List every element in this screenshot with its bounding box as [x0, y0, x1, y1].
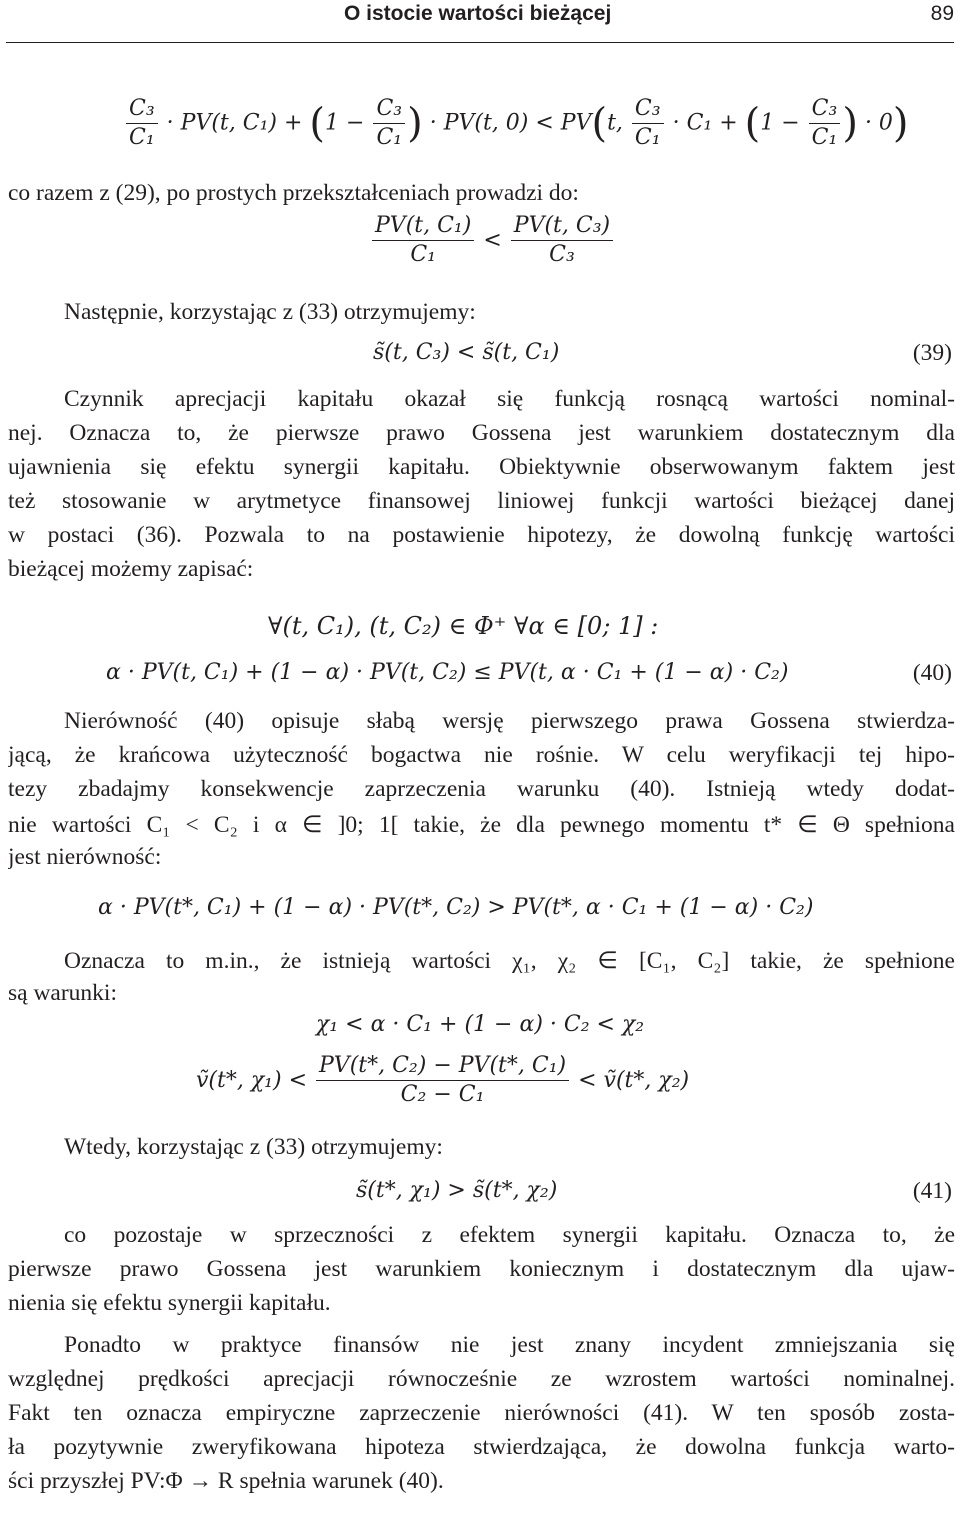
equation-negation: α · PV(t*, C₁) + (1 − α) · PV(t*, C₂) > PV(t*, α · C₁ + (1 − α) · C₂): [98, 895, 814, 920]
text-line: co razem z (29), po prostych przekształceniach prowadzi do:: [8, 180, 579, 206]
paragraph-line: względnej prędkości aprecjacji równocześnie ze wzrostem wartości nominalnej.: [8, 1366, 955, 1392]
equation-number: (41): [912, 1178, 952, 1204]
equation-40: α · PV(t, C₁) + (1 − α) · PV(t, C₂) ≤ PV(t, α · C₁ + (1 − α) · C₂): [106, 660, 789, 685]
paragraph-line: jącą, że krańcowa użyteczność bogactwa nie rośnie. W celu weryfikacji tej hipo-: [8, 742, 955, 768]
header-rule: [6, 42, 954, 43]
paragraph-line: ujawnienia się efektu synergii kapitału. Obiektywnie obserwowanym faktem jest: [8, 454, 955, 480]
paragraph-line: Czynnik aprecjacji kapitału okazał się funkcją rosnącą wartości nominal-: [64, 386, 955, 412]
paragraph-line: Fakt ten oznacza empiryczne zaprzeczenie nierówności (41). W ten sposób zosta-: [8, 1400, 955, 1426]
paragraph-line: nienia się efektu synergii kapitału.: [8, 1290, 331, 1316]
fraction: $\frac{\text{C₃}}{\text{C₁}}$: [373, 95, 405, 152]
paragraph-line: co pozostaje w sprzeczności z efektem synergii kapitału. Oznacza to, że: [64, 1222, 955, 1248]
text-line: Następnie, korzystając z (33) otrzymujemy:: [64, 299, 476, 325]
paragraph: [8, 946, 955, 1014]
paragraph-line: Ponadto w praktyce finansów nie jest znany incydent zmniejszania się: [64, 1332, 955, 1358]
fraction: $\frac{\text{PV(t*, C₂) − PV(t*, C₁)}}{\text{C₂ − C₁}}$: [316, 1052, 569, 1109]
text-line: Wtedy, korzystając z (33) otrzymujemy:: [64, 1134, 443, 1160]
paragraph-line: są warunki:: [8, 980, 117, 1006]
equation-number: (39): [912, 340, 952, 366]
fraction: $\frac{\text{C₃}}{\text{C₁}}$: [632, 95, 664, 152]
equation-fraction: $\frac{\text{PV(t, C₁)}}{\text{C₁}}$ < $\frac{\text{PV(t, C₃)}}{\text{C₃}}$: [370, 212, 615, 269]
paragraph-line: jest nierówność:: [8, 844, 162, 870]
paragraph: [8, 1332, 955, 1502]
paragraph-line: bieżącej możemy zapisać:: [8, 556, 254, 582]
paragraph-line: nie wartości C₁ < C₂ i α ∈ ]0; 1[ takie, że dla pewnego momentu t* ∈ Θ spełniona: [8, 812, 955, 838]
equation-top: $\frac{\text{C₃}}{\text{C₁}}$ · PV(t, C₁) + (1 − $\frac{\text{C₃}}{\text{C₁}}$ ) · PV(t, 0) < PV(t, $\frac{\text{C₃}}{\text{C₁}}$ · C₁ + (1 − $\frac{\text{C₃}}{\text{C₁}}$ ) · 0): [124, 95, 909, 152]
paragraph-line: ści przyszłej PV:Φ → R spełnia warunek (40).: [8, 1468, 444, 1494]
fraction: $\frac{\text{PV(t, C₃)}}{\text{C₃}}$: [511, 212, 613, 269]
paragraph-line: tezy zbadajmy konsekwencje zaprzeczenia warunku (40). Istnieją wtedy dodat-: [8, 776, 955, 802]
equation-number: (40): [912, 660, 952, 686]
paragraph-line: nej. Oznacza to, że pierwsze prawo Gossena jest warunkiem dostatecznym dla: [8, 420, 955, 446]
paragraph-line: Nierówność (40) opisuje słabą wersję pierwszego prawa Gossena stwierdza-: [64, 708, 955, 734]
running-header: [0, 0, 960, 44]
chapter-title: O istocie wartości bieżącej: [344, 2, 612, 25]
paragraph-line: pierwsze prawo Gossena jest warunkiem koniecznym i dostatecznym dla ujaw-: [8, 1256, 955, 1282]
paragraph-line: Oznacza to m.in., że istnieją wartości χ₁, χ₂ ∈ [C₁, C₂] takie, że spełnione: [64, 948, 955, 974]
paragraph-line: w postaci (36). Pozwala to na postawienie hipotezy, że dowolną funkcję wartości: [8, 522, 955, 548]
fraction: $\frac{\text{C₃}}{\text{C₁}}$: [809, 95, 841, 152]
fraction: $\frac{\text{C₃}}{\text{C₁}}$: [126, 95, 158, 152]
equation-chi: χ₁ < α · C₁ + (1 − α) · C₂ < χ₂: [316, 1012, 645, 1037]
equation-41: s̃(t*, χ₁) > s̃(t*, χ₂): [356, 1178, 558, 1203]
equation-forall: ∀(t, C₁), (t, C₂) ∈ Φ⁺ ∀α ∈ [0; 1] :: [268, 612, 659, 640]
page-number: 89: [930, 2, 954, 25]
paragraph: [8, 1222, 955, 1324]
paragraph: [8, 386, 955, 590]
equation-v: ṽ(t*, χ₁) < $\frac{\text{PV(t*, C₂) − PV(t*, C₁)}}{\text{C₂ − C₁}}$ < ṽ(t*, χ₂): [196, 1053, 690, 1107]
paragraph: [8, 708, 955, 878]
equation-39: s̃(t, C₃) < s̃(t, C₁): [373, 340, 560, 365]
paragraph-line: ła pozytywnie zweryfikowana hipoteza stwierdzająca, że dowolna funkcja warto-: [8, 1434, 955, 1460]
paragraph-line: też stosowanie w arytmetyce finansowej liniowej funkcji wartości bieżącej danej: [8, 488, 955, 514]
fraction: $\frac{\text{PV(t, C₁)}}{\text{C₁}}$: [372, 212, 474, 269]
